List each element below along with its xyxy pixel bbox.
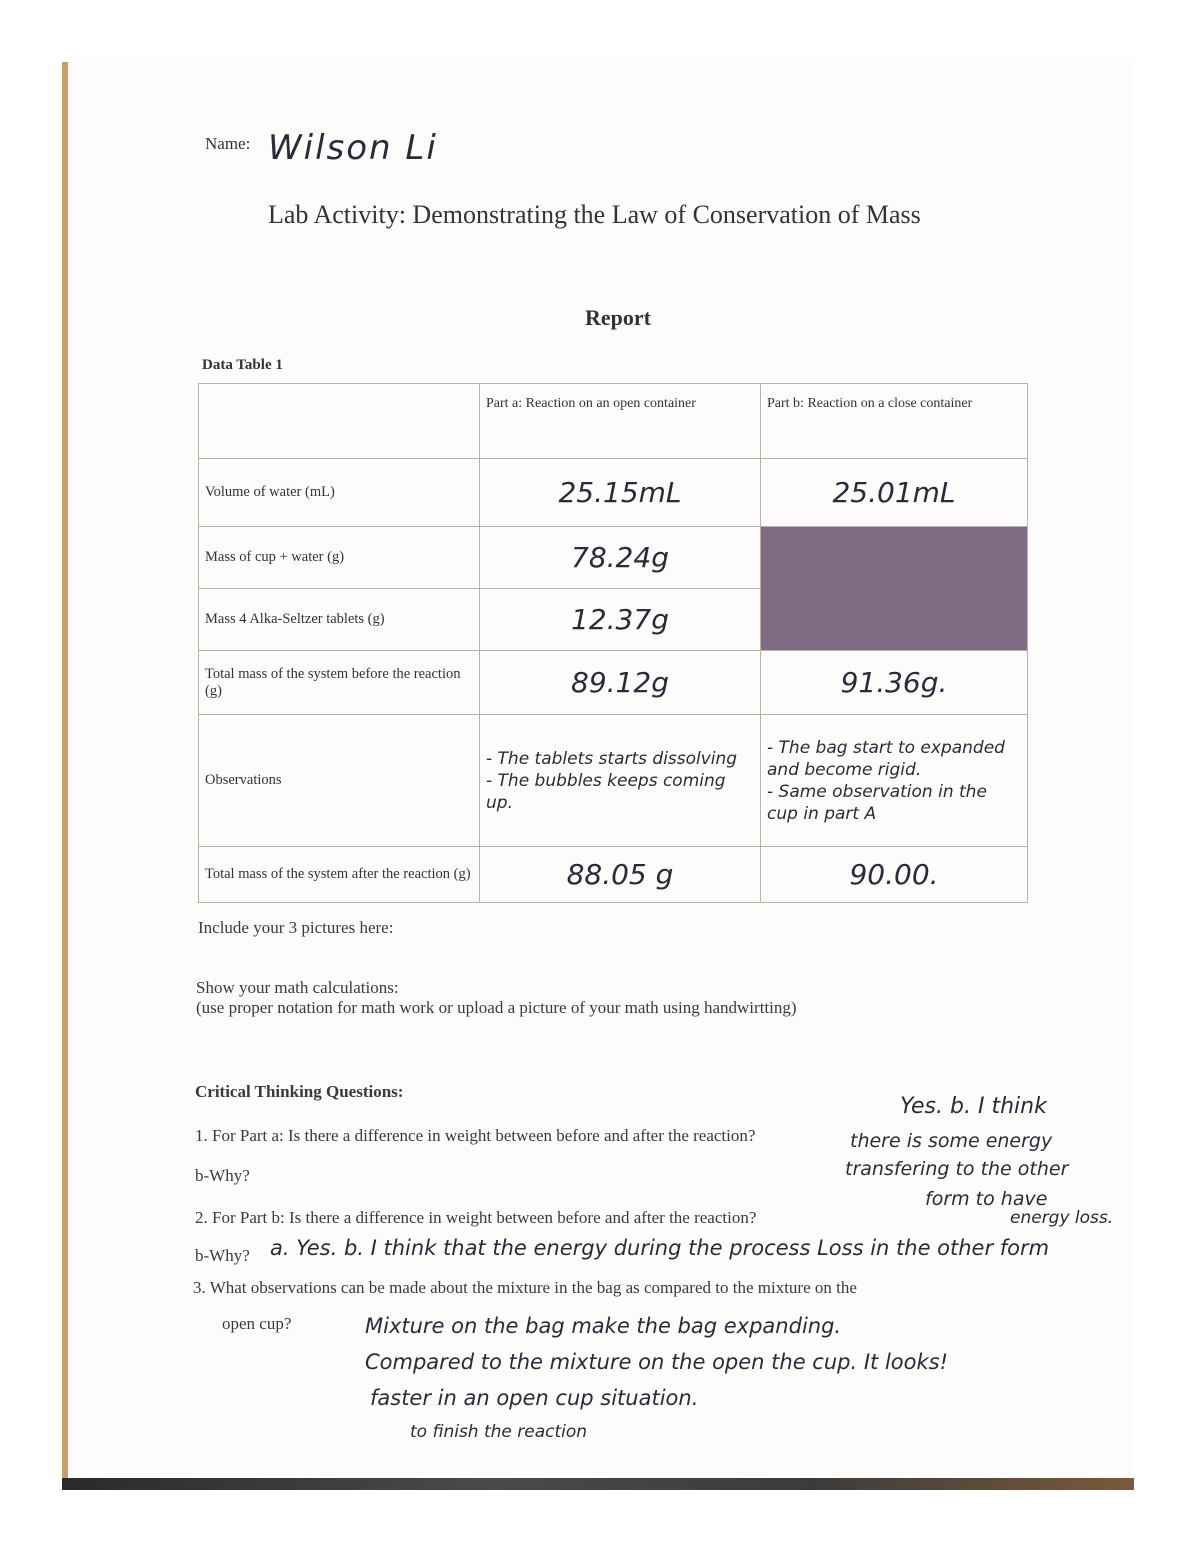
data-table [198,383,1028,903]
data-table-label: Data Table 1 [202,357,283,373]
math-instructions: (use proper notation for math work or upload a picture of your math using handwirtting) [196,998,797,1017]
question-3: 3. What observations can be made about the mixture in the bag as compared to the mixture on the [193,1278,857,1297]
value-a: 88.05 g [480,847,761,903]
table-row [199,527,1028,589]
question-1-why: b-Why? [195,1166,250,1185]
answer-1-line1: Yes. b. I think [900,1094,1047,1119]
row-label: Mass of cup + water (g) [199,527,480,589]
critical-heading: Critical Thinking Questions: [195,1082,404,1101]
table-header-row [199,384,1028,459]
answer-3-line3: faster in an open cup situation. [370,1386,699,1410]
math-prompt: Show your math calculations: [196,978,399,997]
question-1: 1. For Part a: Is there a difference in weight between before and after the reaction? [195,1126,756,1145]
answer-3-line2: Compared to the mixture on the open the cup. It looks! [365,1350,948,1374]
table-row [199,459,1028,527]
observation-b: - The bag start to expanded and become rigid. - Same observation in the cup in part A [761,715,1028,847]
name-value: Wilson Li [268,128,438,168]
answer-1-line5: energy loss. [1010,1208,1114,1228]
question-3-cont: open cup? [222,1314,292,1333]
report-heading: Report [585,305,651,330]
shaded-cell [761,527,1028,651]
row-label: Volume of water (mL) [199,459,480,527]
name-label: Name: [205,134,251,153]
answer-1-line4: form to have [925,1188,1048,1210]
pictures-prompt: Include your 3 pictures here: [198,918,394,937]
answer-3-line1: Mixture on the bag make the bag expanding. [365,1314,842,1338]
table-row [199,651,1028,715]
value-b: 91.36g. [761,651,1028,715]
answer-3-line4: to finish the reaction [410,1422,588,1442]
value-b: 25.01mL [761,459,1028,527]
table-header-part-a: Part a: Reaction on an open container [480,384,761,459]
answer-2: a. Yes. b. I think that the energy during the process Loss in the other form [270,1236,1050,1260]
value-a: 78.24g [480,527,761,589]
row-label: Total mass of the system before the reaction (g) [199,651,480,715]
row-label: Observations [199,715,480,847]
value-b: 90.00. [761,847,1028,903]
question-2: 2. For Part b: Is there a difference in weight between before and after the reaction? [195,1208,757,1227]
value-a: 25.15mL [480,459,761,527]
table-header-part-b: Part b: Reaction on a close container [761,384,1028,459]
background-strip [62,1478,1134,1490]
question-2-why: b-Why? [195,1246,250,1265]
paper-edge [62,62,68,1482]
table-row [199,715,1028,847]
observation-a: - The tablets starts dissolving - The bubbles keeps coming up. [480,715,761,847]
answer-1-line3: transfering to the other [845,1158,1069,1180]
row-label: Mass 4 Alka-Seltzer tablets (g) [199,589,480,651]
value-a: 12.37g [480,589,761,651]
value-a: 89.12g [480,651,761,715]
page-title: Lab Activity: Demonstrating the Law of Conservation of Mass [268,200,921,229]
answer-1-line2: there is some energy [850,1130,1053,1152]
row-label: Total mass of the system after the reaction (g) [199,847,480,903]
table-header-empty [199,384,480,459]
table-row [199,847,1028,903]
